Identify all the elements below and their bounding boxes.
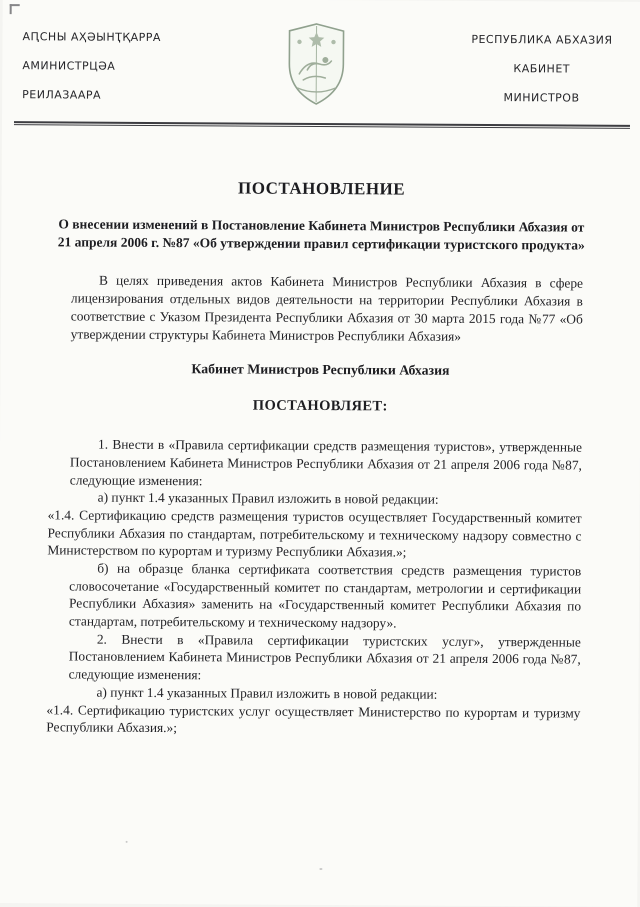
authority-line: Кабинет Министров Республики Абхазия: [0, 360, 640, 380]
resolves-line: ПОСТАНОВЛЯЕТ:: [0, 396, 640, 417]
header-line: АԤСНЫ АҲӘЫНҬҚАРРА: [22, 22, 161, 52]
item-2-sub-a-label: а) пункт 1.4 указанных Правил изложить в новой редакции:: [68, 683, 580, 704]
header-divider: [14, 121, 630, 129]
header-line: МИНИСТРОВ: [471, 83, 612, 113]
item-1-paragraph: 1. Внести в «Правила сертификации средств размещения туристов», утвержденные Постановлением Кабинета Министров Республики Абхазия от 21 апреля 2006 года №87, следующие изменения:: [70, 436, 582, 492]
scan-speck: [319, 868, 322, 870]
item-2-paragraph: 2. Внести в «Правила сертификации туристских услуг», утвержденные Постановлением Кабинета Министров Республики Абхазия от 21 апреля 2006 года №87, следующие изменения:: [69, 630, 581, 686]
header-line: КАБИНЕТ: [471, 54, 612, 84]
header-line: РЕСПУБЛИКА АБХАЗИЯ: [471, 25, 612, 55]
header-abkhazian-block: [22, 22, 161, 110]
item-1-sub-a-quote: «1.4. Сертификацию средств размещения туристов осуществляет Государственный комитет Республики Абхазия по стандартам, потребительскому и техническому надзору совместно с Министерством по курортам и туризму Республики Абхазия.»;: [47, 506, 581, 562]
scan-corner-mark: [10, 4, 20, 14]
document-subtitle: О внесении изменений в Постановление Кабинета Министров Республики Абхазия от 21 апреля 2006 г. №87 «Об утверждении правил сертификации туристского продукта»: [57, 215, 585, 255]
header-line: АМИНИСТРЦӘА: [22, 51, 161, 81]
item-1-sub-a-label: а) пункт 1.4 указанных Правил изложить в новой редакции:: [70, 489, 582, 510]
item-2-sub-a-quote: «1.4. Сертификацию туристских услуг осуществляет Министерство по курортам и туризму Республики Абхазия.»;: [46, 701, 580, 740]
document-header: [2, 0, 640, 113]
abkhazia-emblem-icon: [281, 22, 352, 110]
item-1-sub-b: б) на образце бланка сертификата соответствия средств размещения туристов словосочетание «Государственный комитет по стандартам, метрологии и сертификации Республики Абхазия» заменить на «Государственный комитет Республики Абхазия по стандартам, потребительскому и техническому надзору».: [69, 559, 581, 633]
document-title: ПОСТАНОВЛЕНИЕ: [2, 177, 640, 201]
scan-speck: [126, 841, 128, 843]
header-russian-block: [471, 25, 613, 113]
preamble-paragraph: В целях приведения актов Кабинета Министров Республики Абхазия в сфере лицензирования отдельных видов деятельности на территории Республики Абхазия в соответствие с Указом Президента Республики Абхазия от 30 марта 2015 года №77 «Об утверждении структуры Кабинета Министров Республики Абхазия»: [71, 272, 583, 346]
header-line: РЕИЛАЗААРА: [22, 80, 161, 110]
